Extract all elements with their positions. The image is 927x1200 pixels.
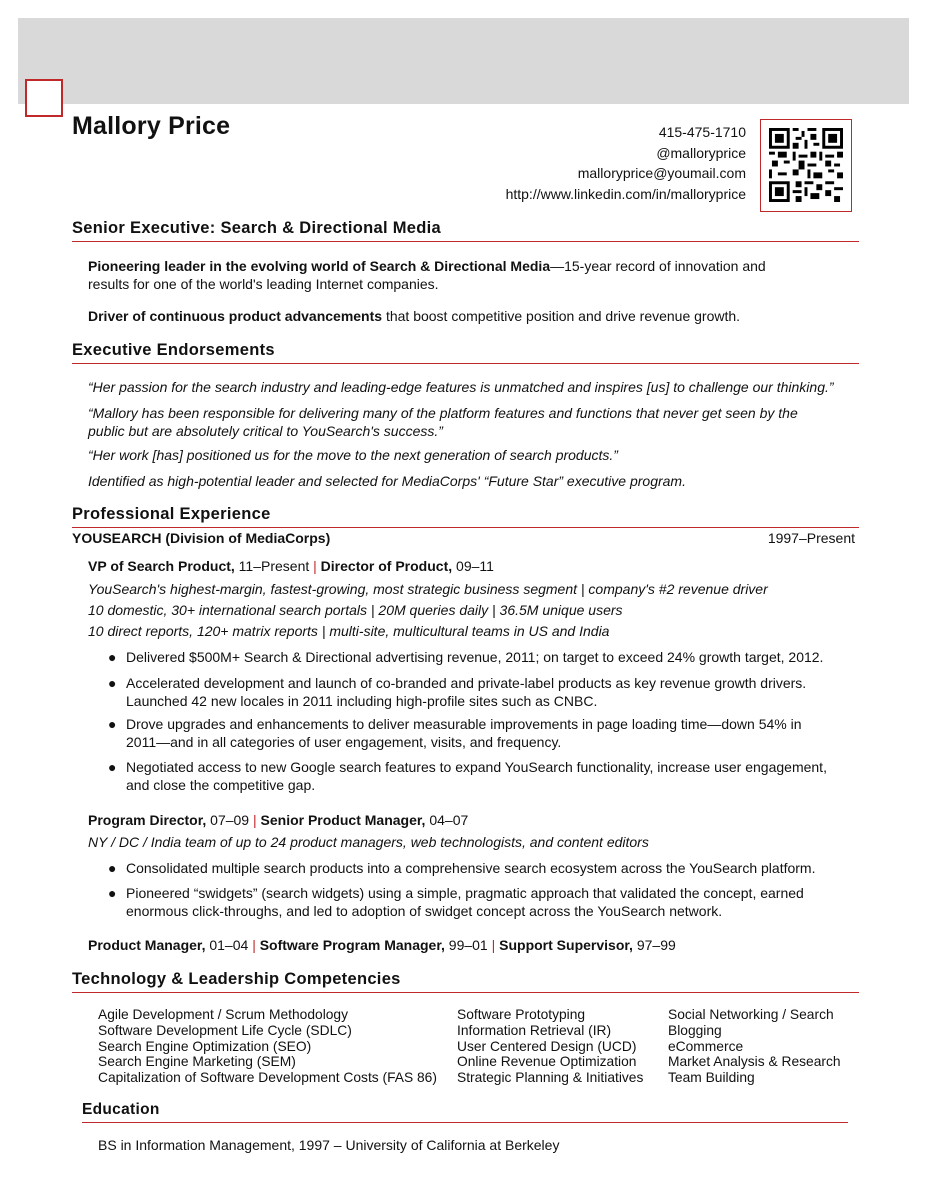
bullet-text <box>126 885 804 920</box>
phone: 415-475-1710 <box>658 124 746 140</box>
role-3c-title: Support Supervisor, <box>495 937 633 953</box>
linkedin-url: http://www.linkedin.com/in/malloryprice <box>505 185 746 202</box>
role-1-title <box>88 558 494 576</box>
role-1b-title: Director of Product, <box>316 558 453 574</box>
endorsement-quote-1: “Her passion for the search industry and leading-edge features is unmatched and inspires [us] to challenge our thinking.” <box>88 379 834 395</box>
role-2-title <box>88 812 468 830</box>
role-1-scope-2: 10 domestic, 30+ international search portals | 20M queries daily | 36.5M unique users <box>88 602 623 618</box>
qr-code-icon <box>769 128 843 202</box>
list-item: Strategic Planning & Initiatives <box>457 1070 644 1086</box>
title-separator: | <box>252 937 256 953</box>
bullet-text-line2: Launched 42 new locales in 2011 including high-profile sites such as CNBC. <box>126 692 598 709</box>
bullet-text-line1: Drove upgrades and enhancements to deliver measurable improvements in page loading time—down 54% in <box>126 716 802 732</box>
accent-square <box>25 79 63 117</box>
endorsement-note: Identified as high-potential leader and selected for MediaCorps' “Future Star” executive program. <box>88 473 686 489</box>
bullet-text <box>126 759 827 794</box>
summary-p1-line2: results for one of the world's leading Internet companies. <box>88 275 439 292</box>
list-item: Agile Development / Scrum Methodology <box>98 1007 349 1022</box>
list-item: Capitalization of Software Development Costs (FAS 86) <box>98 1070 437 1086</box>
list-item: Search Engine Optimization (SEO) <box>98 1038 312 1054</box>
bullet-icon: ● <box>108 860 117 876</box>
list-item: User Centered Design (UCD) <box>457 1038 637 1054</box>
role-3-title <box>88 937 676 955</box>
bullet-text-line2: and close the competitive gap. <box>126 776 316 793</box>
bullet-text-line2: enormous click-throughs, and led to adoption of swidget concept across the YouSearch network. <box>126 902 723 919</box>
competencies-column-1 <box>98 1007 437 1086</box>
bullet-icon: ● <box>108 759 117 775</box>
bullet-text <box>126 716 802 751</box>
company-dates: 1997–Present <box>767 530 855 546</box>
endorsement-quote-2 <box>88 405 798 440</box>
section-experience-heading: Professional Experience <box>72 505 859 528</box>
list-item: Software Development Life Cycle (SDLC) <box>98 1022 352 1038</box>
bullet-text: Consolidated multiple search products into a comprehensive search ecosystem across the YouSearch platform. <box>126 860 816 876</box>
summary-p2-bold: Driver of continuous product advancements <box>88 308 383 324</box>
list-item: Social Networking / Search <box>668 1007 834 1022</box>
competencies-column-2 <box>457 1007 643 1086</box>
bullet-text: Delivered $500M+ Search & Directional advertising revenue, 2011; on target to exceed 24% growth target, 2012. <box>126 649 824 665</box>
summary-p1-rest: —15-year record of innovation and <box>550 258 766 274</box>
role-1-scope-3: 10 direct reports, 120+ matrix reports | multi-site, multicultural teams in US and India <box>88 623 610 639</box>
list-item: Search Engine Marketing (SEM) <box>98 1054 296 1070</box>
list-item: Blogging <box>668 1022 722 1038</box>
list-item: Online Revenue Optimization <box>457 1054 637 1070</box>
role-2b-date: 04–07 <box>425 812 469 828</box>
candidate-name: Mallory Price <box>72 112 231 140</box>
role-1a-title: VP of Search Product, <box>88 558 235 574</box>
section-summary-heading: Senior Executive: Search & Directional Media <box>72 219 859 242</box>
top-banner <box>18 18 909 104</box>
endorsement-quote-2-line1: “Mallory has been responsible for delivering many of the platform features and functions that never get seen by the <box>88 405 798 421</box>
summary-p1-bold: Pioneering leader in the evolving world of Search & Directional Media <box>88 258 551 274</box>
list-item: Software Prototyping <box>457 1007 586 1022</box>
summary-paragraph-2 <box>88 308 740 326</box>
title-separator: | <box>491 937 496 953</box>
education-degree: BS in Information Management, 1997 – University of California at Berkeley <box>98 1137 560 1153</box>
role-2a-date: 07–09 <box>206 812 253 828</box>
bullet-icon: ● <box>108 675 117 691</box>
bullet-text-line2: 2011—and in all categories of user engagement, visits, and frequency. <box>126 733 562 750</box>
list-item: eCommerce <box>668 1038 744 1054</box>
role-3b-date: 99–01 <box>444 937 492 953</box>
company-name: YOUSEARCH (Division of MediaCorps) <box>72 530 331 546</box>
endorsement-quote-2-line2: public but are absolutely critical to YouSearch's success.” <box>88 422 443 439</box>
contact-block <box>506 122 746 204</box>
endorsement-quote-3: “Her work [has] positioned us for the move to the next generation of search products.” <box>88 447 618 463</box>
role-3b-title: Software Program Manager, <box>255 937 445 953</box>
email: malloryprice@youmail.com <box>577 165 746 181</box>
role-3c-date: 97–99 <box>632 937 676 953</box>
list-item: Information Retrieval (IR) <box>457 1022 612 1038</box>
bullet-text-line1: Negotiated access to new Google search features to expand YouSearch functionality, increase user engagement, <box>126 759 827 775</box>
summary-p2-rest: that boost competitive position and drive revenue growth. <box>382 308 741 324</box>
bullet-icon: ● <box>108 716 117 732</box>
bullet-text-line1: Pioneered “swidgets” (search widgets) using a simple, pragmatic approach that validated the concept, earned <box>126 885 804 901</box>
competencies-column-3 <box>668 1007 841 1086</box>
role-1a-date: 11–Present <box>234 558 314 574</box>
title-separator: | <box>313 558 317 574</box>
role-3a-date: 01–04 <box>205 937 253 953</box>
section-competencies-heading: Technology & Leadership Competencies <box>72 970 859 993</box>
bullet-text <box>126 675 806 710</box>
summary-paragraph-1 <box>88 258 766 293</box>
title-separator: | <box>252 812 257 828</box>
role-3a-title: Product Manager, <box>88 937 206 953</box>
bullet-text-line1: Accelerated development and launch of co-branded and private-label products as key revenue growth drivers. <box>126 675 807 691</box>
role-2b-title: Senior Product Manager, <box>256 812 426 828</box>
role-1-scope-1: YouSearch's highest-margin, fastest-growing, most strategic business segment | company's #2 revenue driver <box>88 581 768 597</box>
role-2-scope: NY / DC / India team of up to 24 product managers, web technologists, and content editors <box>88 834 649 850</box>
list-item: Market Analysis & Research <box>668 1054 841 1070</box>
bullet-icon: ● <box>108 649 117 665</box>
list-item: Team Building <box>668 1070 755 1086</box>
role-1b-date: 09–11 <box>452 558 494 574</box>
section-education-heading: Education <box>82 1101 848 1123</box>
role-2a-title: Program Director, <box>88 812 207 828</box>
bullet-icon: ● <box>108 885 117 901</box>
section-endorsements-heading: Executive Endorsements <box>72 341 859 364</box>
twitter-handle: @malloryprice <box>656 144 746 161</box>
qr-code <box>760 119 852 212</box>
